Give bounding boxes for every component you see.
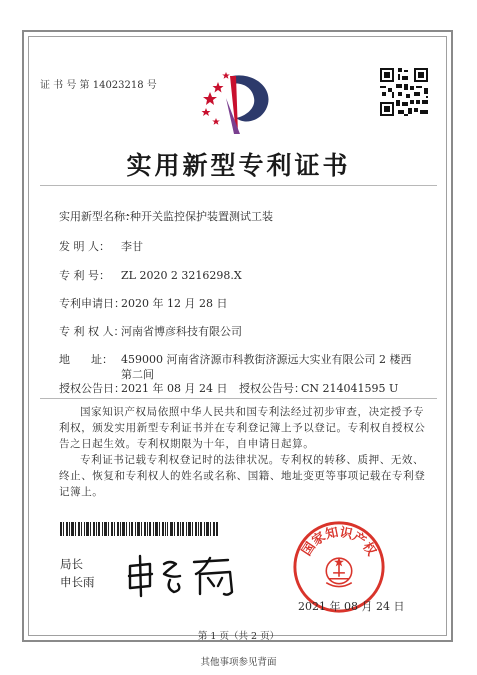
patentee: 河南省博彦科技有限公司: [121, 325, 242, 338]
qr-code: [378, 66, 430, 118]
application-date: 2020 年 12 月 28 日: [121, 297, 228, 310]
svg-text:国家知识产权: 国家知识产权: [299, 525, 379, 559]
field-label: 实用新型名称：: [59, 210, 136, 223]
patent-number: ZL 2020 2 3216298.X: [121, 269, 242, 282]
footer-note: 其他事项参见背面: [200, 657, 277, 668]
utility-model-name: 一种开关监控保护装置测试工装: [119, 210, 273, 223]
page-number: 第 1 页（共 2 页）: [197, 631, 280, 642]
address: 459000 河南省济源市科教街济源远大实业有限公司 2 楼西: [121, 353, 412, 366]
address-row: [59, 351, 411, 367]
statement-paragraph-2: 专利证书记载专利权登记时的法律状况。专利权的转移、质押、无效、终止、恢复和专利权人的姓名或名称、国籍、地址变更等事项记载在专利登记簿上。: [59, 454, 426, 498]
application-date-row: [59, 295, 227, 311]
field-label: 授权公告号：: [239, 382, 305, 395]
field-label: 授权公告日：: [59, 382, 125, 395]
grant-date-row: [59, 380, 398, 396]
director-title: 局长: [60, 557, 83, 571]
field-label: 专 利 权 人：: [59, 325, 125, 338]
director-signature: [124, 552, 244, 598]
statement-paragraph-1: 国家知识产权局依照中华人民共和国专利法经过初步审查，决定授予专利权，颁发实用新型专利证书并在专利登记簿上予以登记。专利权自授权公告之日起生效。专利权期限为十年，自申请日起算。: [59, 406, 426, 450]
grant-publication-number: CN 214041595 U: [301, 382, 399, 395]
grant-date: 2021 年 08 月 24 日: [121, 382, 228, 395]
field-label: 发 明 人：: [59, 240, 110, 253]
field-label: 专利申请日：: [59, 297, 125, 310]
document-title: 实用新型专利证书: [126, 151, 351, 180]
inventor: 李甘: [121, 240, 143, 253]
utility-model-name-row: [59, 208, 273, 224]
field-label: 专 利 号：: [59, 269, 110, 282]
barcode: [60, 522, 218, 536]
divider-middle: [40, 398, 437, 399]
patent-office-logo: [196, 68, 274, 140]
seal-date: 2021 年 08 月 24 日: [298, 600, 405, 613]
certificate-number: 证 书 号 第 14023218 号: [40, 80, 157, 91]
director-name: 申长雨: [60, 575, 95, 589]
inventor-row: [59, 238, 143, 254]
field-label: 地 址：: [59, 353, 113, 366]
divider-top: [40, 185, 437, 186]
patent-number-row: [59, 267, 242, 283]
address-line2: 第二间: [121, 368, 154, 381]
patentee-row: [59, 323, 242, 339]
